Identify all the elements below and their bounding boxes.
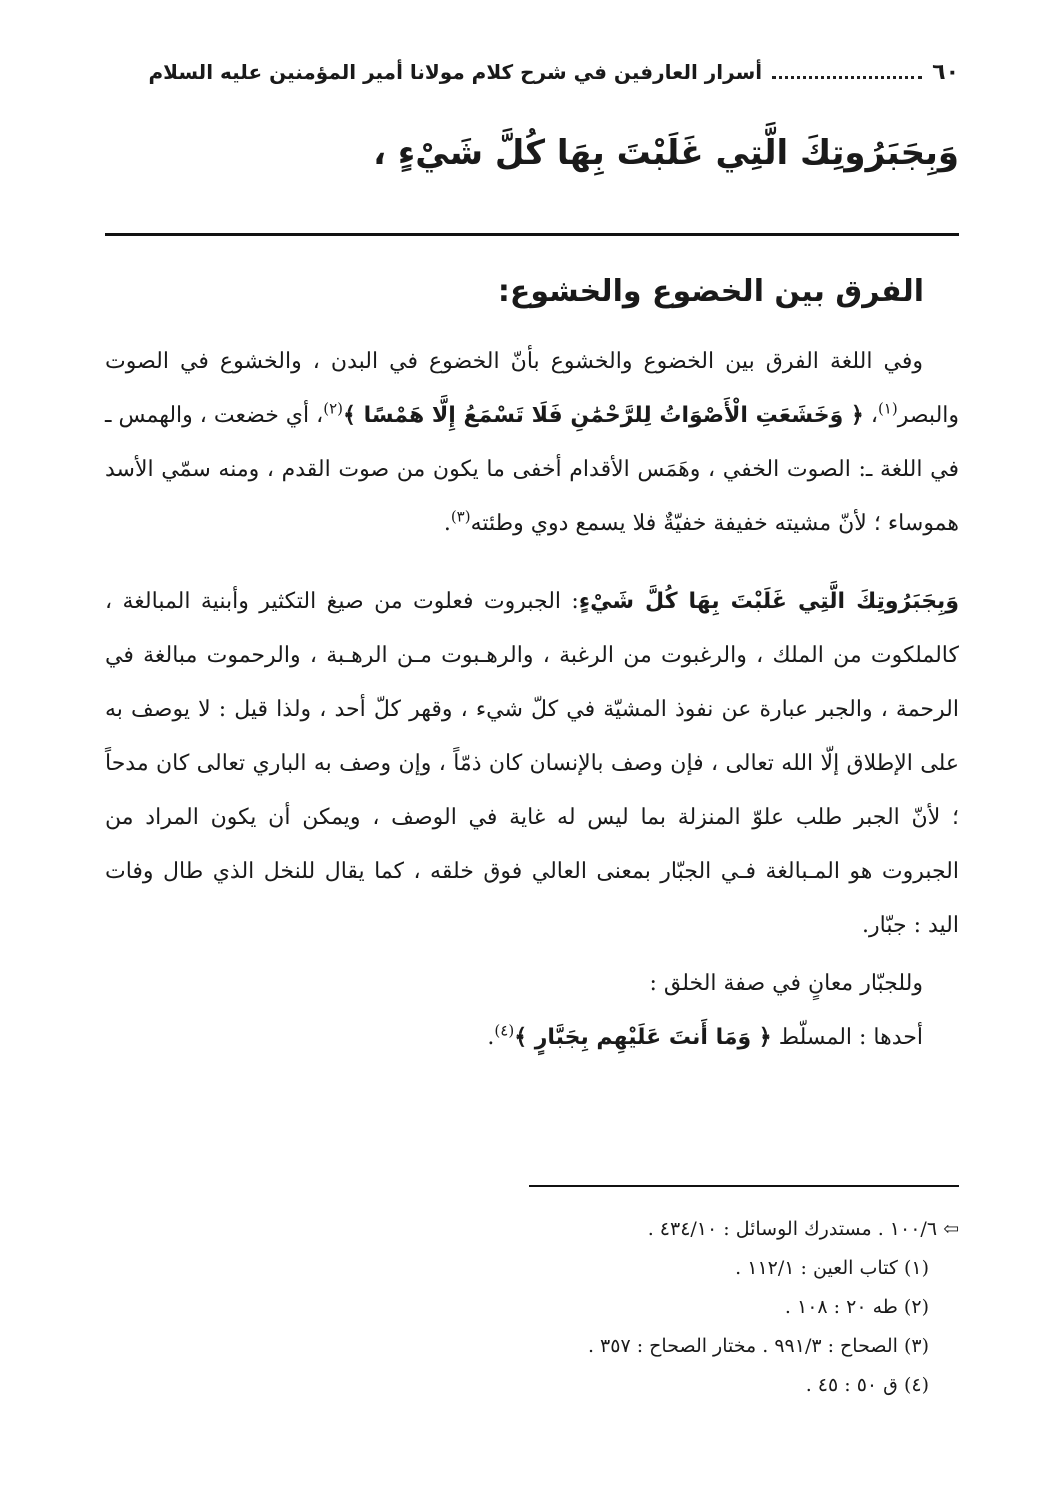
header-dot-leader: [772, 76, 922, 79]
footnote-item: (٢) طه ٢٠ : ١٠٨ .: [784, 1296, 929, 1318]
footnote-item: (٤) ق ٥٠ : ٤٥ .: [805, 1374, 929, 1396]
footnote-ref-4: (٤): [494, 1021, 515, 1040]
footnote-ref-1: (١): [877, 399, 898, 418]
paragraph-4: [105, 1011, 959, 1065]
paragraph-3: وللجبّار معانٍ في صفة الخلق :: [649, 971, 923, 996]
footnote-continuation: ⇦ ١٠٠/٦ . مستدرك الوسائل : ٤٣٤/١٠ .: [647, 1218, 959, 1240]
paragraph-1-text-d: .: [443, 511, 451, 536]
page-header: [105, 52, 959, 92]
section-title: الفرق بين الخضوع والخشوع:: [497, 274, 924, 309]
paragraph-2: [105, 575, 959, 953]
footnote-ref-2: (٢): [323, 399, 344, 418]
paragraph-1-text-a: وفي اللغة الفرق بين الخضوع والخشوع بأنّ الخضوع في البدن ، والخشوع في الصوت والبصر: [105, 349, 960, 428]
footnote-ref-3: (٣): [450, 507, 471, 526]
footnote-item: (٣) الصحاح : ٩٩١/٣ . مختار الصحاح : ٣٥٧ .: [587, 1335, 929, 1357]
paragraph-2-lead: وَبِجَبَرُوتِكَ الَّتِي غَلَبْتَ بِهَا كُلَّ شَيْءٍ: [578, 589, 959, 614]
footnote-item: (١) كتاب العين : ١١٢/١ .: [735, 1257, 929, 1279]
paragraph-4-text: أحدها : المسلّط: [771, 1025, 923, 1050]
quran-verse-2: ﴿ وَمَا أَنتَ عَلَيْهِم بِجَبَّارٍ ﴾: [514, 1025, 772, 1050]
paragraph-4-end: .: [487, 1025, 495, 1050]
paragraph-1: [105, 335, 959, 551]
paragraph-1-text-c: ، أي خضعت ، والهمس ـ في اللغة ـ: الصوت الخفي ، وهَمَس الأقدام أخفى ما يكون من صوت القدم ، ومنه سمّي الأسد هموساء ؛ لأنّ مشيته خفيفة خفيّةٌ فلا يسمع دوي وطئته: [105, 403, 959, 536]
paragraph-1-text-b: ،: [863, 403, 878, 428]
footnote-divider: [529, 1185, 959, 1187]
paragraph-2-text: : الجبروت فعلوت من صيغ التكثير وأبنية المبالغة ، كالملكوت من الملك ، والرغبوت من الرغبة ، والرهـبوت مـن الرهـبة ، والرحموت مبالغة في الرحمة ، والجبر عبارة عن نفوذ المشيّة في كلّ شيء ، وقهر كلّ أحد ، ولذا قيل : لا يوصف به على الإطلاق إلّا الله تعالى ، فإن وصف بالإنسان كان ذمّاً ، وإن وصف به الباري تعالى كان مدحاً ؛ لأنّ الجبر طلب علوّ المنزلة بما ليس له غاية في الوصف ، ويمكن أن يكون المراد من الجبروت هو المـبالغة فـي الجبّار بمعنى العالي فوق خلقه ، كما يقال للنخل الذي طال وفات اليد : جبّار.: [105, 589, 959, 938]
running-title: أسرار العارفين في شرح كلام مولانا أمير المؤمنين عليه السلام: [148, 60, 763, 84]
footnotes: [105, 1210, 959, 1405]
divider-rule: [105, 233, 959, 236]
page-number: ٦٠: [932, 59, 959, 85]
body-text: [105, 335, 959, 1065]
quran-verse: ﴿ وَخَشَعَتِ الْأَصْوَاتُ لِلرَّحْمَٰنِ فَلَا تَسْمَعُ إِلَّا هَمْسًا ﴾: [343, 403, 864, 428]
prayer-text-line: وَبِجَبَرُوتِكَ الَّتِي غَلَبْتَ بِهَا كُلَّ شَيْءٍ ،: [373, 133, 959, 173]
